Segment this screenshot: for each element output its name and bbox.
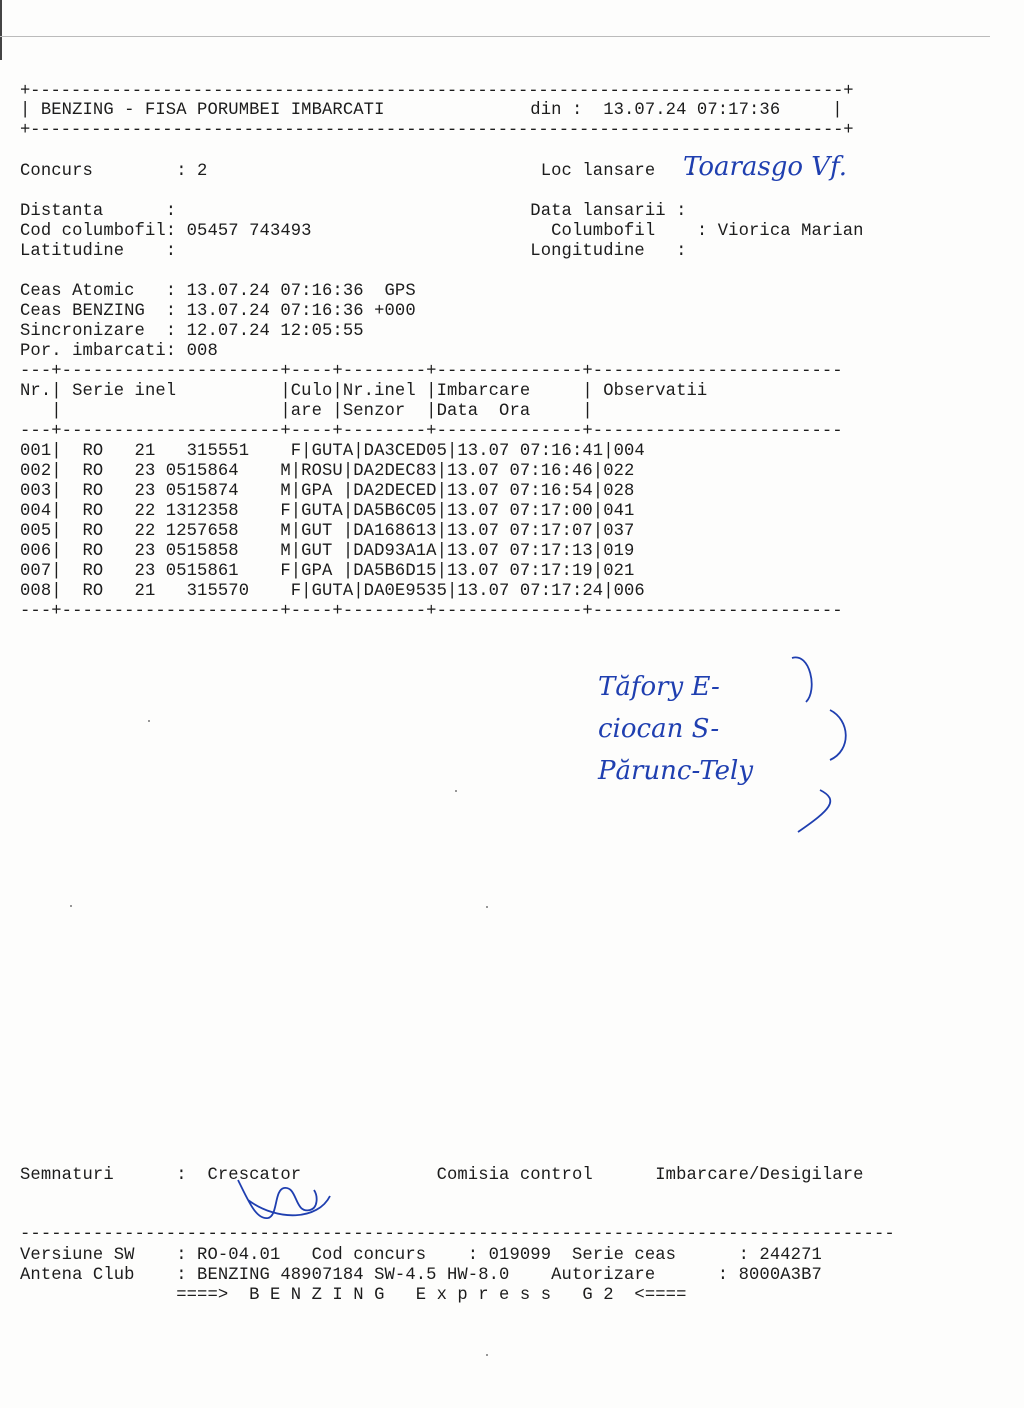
crescator-signature xyxy=(218,1160,338,1226)
table-row: 006| RO 23 0515858 M|GUT |DAD93A1A|13.07 07:17:13|019 xyxy=(20,542,635,561)
table-header-1: Nr.| Serie inel |Culo|Nr.inel |Imbarcare | Observatii xyxy=(20,382,708,401)
scan-top-line xyxy=(0,36,990,37)
handwritten-signature-3: Părunc-Tely xyxy=(598,756,754,786)
scan-speck xyxy=(70,905,72,907)
table-row: 005| RO 22 1257658 M|GUT |DA168613|13.07 07:17:07|037 xyxy=(20,522,635,541)
antena-line: Antena Club : BENZING 48907184 SW-4.5 HW-8.0 Autorizare : 8000A3B7 xyxy=(20,1266,822,1285)
scan-speck xyxy=(455,790,457,792)
title-box-top: +--------------------------------------------------------------------------------+ xyxy=(20,82,854,101)
ceas-atomic-line: Ceas Atomic : 13.07.24 07:16:36 GPS xyxy=(20,282,416,301)
footer-separator: ------------------------------------------------------------------------------------ xyxy=(20,1225,895,1244)
scan-speck xyxy=(486,906,488,908)
table-separator: ---+---------------------+----+--------+--------------+------------------------ xyxy=(20,362,843,381)
scan-edge xyxy=(0,0,2,60)
table-header-2: | |are |Senzor |Data Ora | xyxy=(20,402,593,421)
handwritten-signature-2: ciocan S- xyxy=(598,714,720,744)
handwritten-signature-1: Tăfory E- xyxy=(598,672,720,702)
table-row: 004| RO 22 1312358 F|GUTA|DA5B6C05|13.07 07:17:00|041 xyxy=(20,502,635,521)
distanta-line: Distanta : Data lansarii : xyxy=(20,202,687,221)
scan-speck xyxy=(486,1354,488,1356)
page-title: | BENZING - FISA PORUMBEI IMBARCATI din : 13.07.24 07:17:36 | xyxy=(20,101,843,120)
sincronizare-line: Sincronizare : 12.07.24 12:05:55 xyxy=(20,322,364,341)
table-row: 008| RO 21 315570 F|GUTA|DA0E9535|13.07 07:17:24|006 xyxy=(20,582,645,601)
table-row: 003| RO 23 0515874 M|GPA |DA2DECED|13.07 07:16:54|028 xyxy=(20,482,635,501)
table-row: 007| RO 23 0515861 F|GPA |DA5B6D15|13.07 07:17:19|021 xyxy=(20,562,635,581)
latitudine-line: Latitudine : Longitudine : xyxy=(20,242,687,261)
table-separator: ---+---------------------+----+--------+--------------+------------------------ xyxy=(20,602,843,621)
signature-flourish xyxy=(770,650,870,840)
concurs-line: Concurs : 2 Loc lansare : xyxy=(20,162,697,181)
table-row: 001| RO 21 315551 F|GUTA|DA3CED05|13.07 07:16:41|004 xyxy=(20,442,645,461)
handwritten-loc-lansare: Toarasgo Vf. xyxy=(683,152,848,182)
ceas-benzing-line: Ceas BENZING : 13.07.24 07:16:36 +000 xyxy=(20,302,416,321)
scan-speck xyxy=(148,720,150,722)
table-row: 002| RO 23 0515864 M|ROSU|DA2DEC83|13.07 07:16:46|022 xyxy=(20,462,635,481)
express-banner: ====> B E N Z I N G E x p r e s s G 2 <==== xyxy=(20,1286,687,1305)
table-separator: ---+---------------------+----+--------+--------------+------------------------ xyxy=(20,422,843,441)
por-imbarcati-line: Por. imbarcati: 008 xyxy=(20,342,218,361)
title-box-bottom: +--------------------------------------------------------------------------------+ xyxy=(20,121,854,140)
versiune-line: Versiune SW : RO-04.01 Cod concurs : 019099 Serie ceas : 244271 xyxy=(20,1246,822,1265)
semnaturi-line: Semnaturi : Crescator Comisia control Imbarcare/Desigilare xyxy=(20,1166,864,1185)
cod-columbofil-line: Cod columbofil: 05457 743493 Columbofil : Viorica Marian xyxy=(20,222,864,241)
